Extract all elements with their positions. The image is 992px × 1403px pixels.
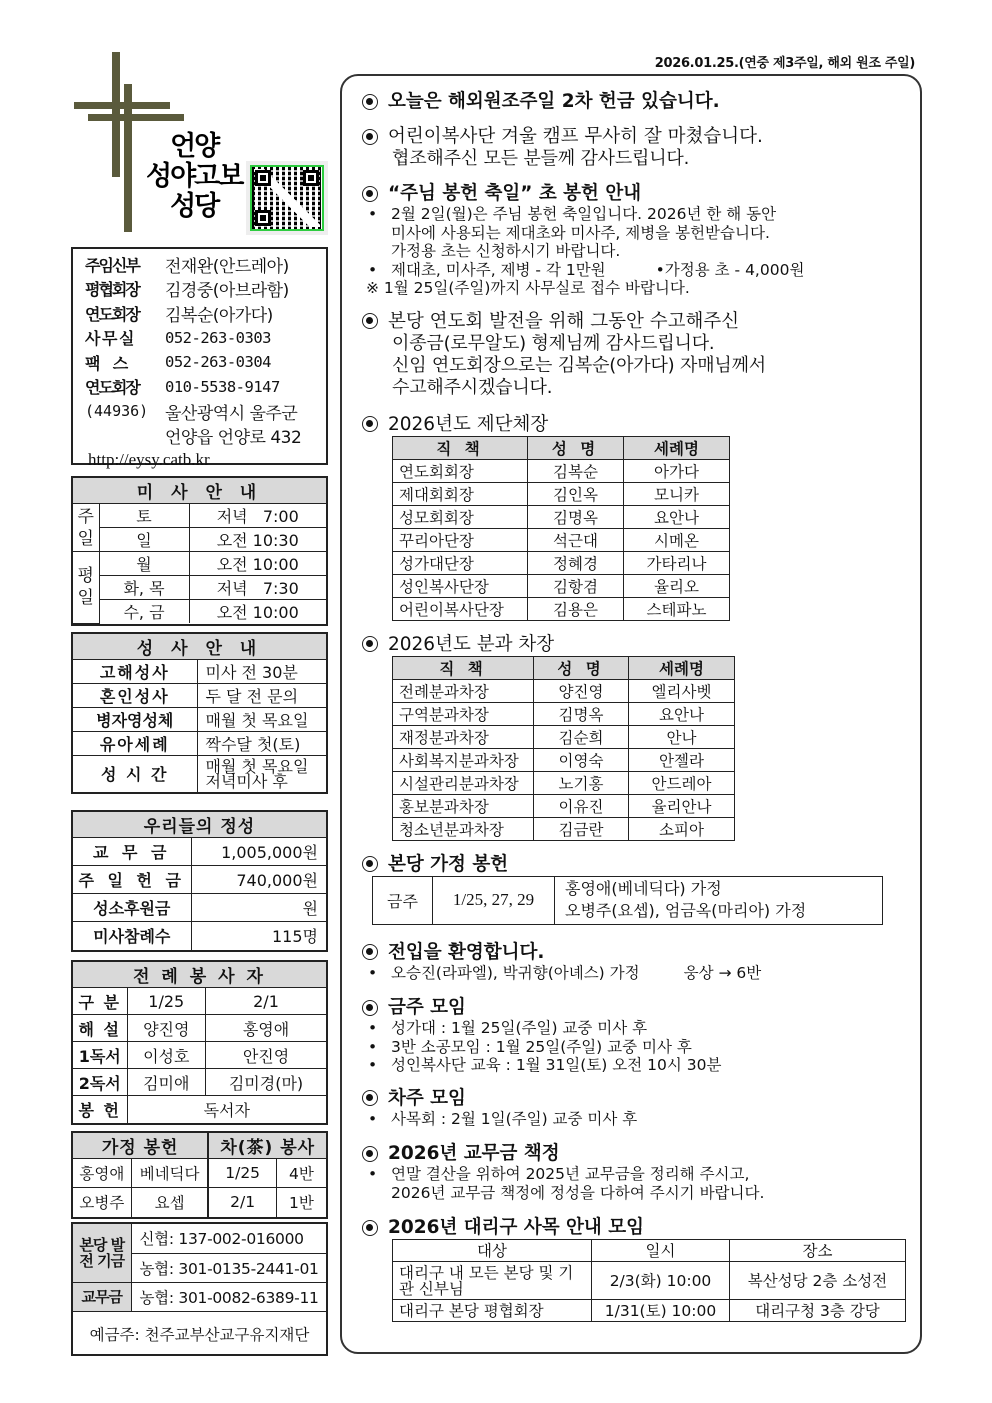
notice-item: 2026년도 제단체장 직 책 성 명 세례명 연도회회장 김복순 아가다 제대회회장 김인옥 모니카 성모회회장 김명옥 요안나 꾸리아단장 석근대 시메온 성가대단장 정혜경 가타리나 성인복사단장 김항겸 율리오 어린이복사단장 김용은 스테파노 (362, 413, 920, 621)
notice-item: 2026년 대리구 사목 안내 모임 대상 일시 장소 대리구 내 모든 본당 및 기관 신부님 2/3(화) 10:00 복산성당 2층 소성전 대리구 본당 평협회장 1/31(토) 10:00 대리구청 3층 강당 (362, 1216, 920, 1322)
section-title: 가정 봉헌 (73, 1133, 208, 1159)
family-offering-table: 금주 1/25, 27, 29 홍영애(베네딕다) 가정 오병주(요셉), 엄금옥(마리아) 가정 (372, 876, 883, 925)
radio-bullet-icon (362, 416, 378, 432)
radio-bullet-icon (362, 313, 378, 329)
offerings-summary: 우리들의 정성 교 무 금 1,005,000원 주 일 헌 금 740,000원 성소후원금 원 미사참례수 115명 (71, 810, 328, 952)
table-row: 재정분과차장 김순희 안나 (393, 725, 735, 748)
radio-bullet-icon (362, 944, 378, 960)
address-line2: 언양읍 언양로 432 (165, 428, 302, 449)
website-link[interactable]: http://eysy.catb.kr (88, 450, 210, 469)
table-row: 성인복사단장 김항겸 율리오 (393, 574, 730, 597)
notice-item: 2026년 교무금 책정 • 연말 결산을 위하여 2025년 교무금을 정리해 주시고, 2026년 교무금 책정에 정성을 다하여 주시기 바랍니다. (362, 1142, 920, 1202)
bank-accounts (71, 1222, 328, 1356)
qr-code-icon[interactable] (246, 161, 328, 235)
parish-logo (74, 52, 334, 242)
table-row: 구역분과차장 김명옥 요안나 (393, 702, 735, 725)
table-row: 대리구 내 모든 본당 및 기관 신부님 2/3(화) 10:00 복산성당 2층 소성전 (393, 1262, 906, 1300)
table-row: 어린이복사단장 김용은 스테파노 (393, 597, 730, 620)
radio-bullet-icon (362, 1090, 378, 1106)
notice-item: 어린이복사단 겨울 캠프 무사히 잘 마쳤습니다. 협조해주신 모든 분들께 감사드립니다. (362, 125, 920, 170)
section-title: 우리들의 정성 (73, 812, 326, 838)
bank-account[interactable]: 농협: 301-0135-2441-01 (131, 1253, 326, 1282)
leaders-table: 직 책 성 명 세례명 연도회회장 김복순 아가다 제대회회장 김인옥 모니카 성모회회장 김명옥 요안나 꾸리아단장 석근대 시메온 성가대단장 정혜경 가타리나 성인복사단장 김항겸 율리오 어린이복사단장 김용은 스테파노 (392, 436, 730, 621)
notice-item: 본당 연도회 발전을 위해 그동안 수고해주신 이종금(로무알도) 형제님께 감사드립니다. 신임 연도회장으로는 김복순(아가다) 자매님께서 수고해주시겠습니다. (362, 310, 920, 399)
mass-schedule: 미 사 안 내 주일 토 저녁 7:00 일 오전 10:30 평일 월 오전 10:00 화, 목 저녁 7:30 수, 금 오전 10:00 (71, 476, 328, 626)
bank-account[interactable]: 농협: 301-0082-6389-11 (131, 1282, 326, 1311)
address: (44936) 울산광역시 울주군 (85, 402, 298, 424)
office-phone: 사 무 실 052-263-0303 (85, 328, 271, 349)
notices-panel (340, 74, 922, 1354)
radio-bullet-icon (362, 1000, 378, 1016)
group-label: 평일 (73, 552, 99, 624)
notice-item: 본당 가정 봉헌 금주 1/25, 27, 29 홍영애(베네딕다) 가정 오병주(요셉), 엄금옥(마리아) 가정 (362, 853, 920, 925)
radio-bullet-icon (362, 129, 378, 145)
section-title: 성 사 안 내 (73, 634, 326, 660)
radio-bullet-icon (362, 856, 378, 872)
table-row: 연도회회장 김복순 아가다 (393, 459, 730, 482)
table-row: 시설관리분과차장 노기홍 안드레아 (393, 771, 735, 794)
parish-info-box (71, 247, 328, 469)
bulletin-date: 2026.01.25.(연중 제3주일, 해외 원조 주일) (654, 56, 915, 71)
radio-bullet-icon (362, 1220, 378, 1236)
tithe-label: 교무금 (73, 1282, 131, 1311)
group-label: 주일 (73, 504, 99, 552)
notice-item: 전입을 환영합니다. • 오승진(라파엘), 박귀향(아녜스) 가정 웅상 → 6반 (362, 941, 920, 983)
family-tea-service: 가정 봉헌 차(茶) 봉사 홍영애 베네딕다 1/25 4반 오병주 요셉 2/1 1반 (71, 1131, 328, 1219)
notice-item: 2026년도 분과 차장 직 책 성 명 세례명 전례분과차장 양진영 엘리사벳 구역분과차장 김명옥 요안나 재정분과차장 김순희 안나 사회복지분과차장 이영숙 안젤라 시설관리분과차장 노기홍 안드레아 홍보분과차장 이유진 율리안나 청소년분과차장 김금란 소피아 (362, 633, 920, 841)
section-title: 미 사 안 내 (73, 478, 326, 504)
meeting-table: 대상 일시 장소 대리구 내 모든 본당 및 기관 신부님 2/3(화) 10:00 복산성당 2층 소성전 대리구 본당 평협회장 1/31(토) 10:00 대리구청 3층 강당 (392, 1239, 906, 1322)
table-row: 제대회회장 김인옥 모니카 (393, 482, 730, 505)
notice-item: 오늘은 해외원조주일 2차 헌금 있습니다. (362, 90, 920, 113)
table-row: 사회복지분과차장 이영숙 안젤라 (393, 748, 735, 771)
sacraments-info: 성 사 안 내 고해성사 미사 전 30분 혼인성사 두 달 전 문의 병자영성체 매월 첫 목요일 유아세례 짝수달 첫(토) 성 시 간 매월 첫 목요일 저녁미사 후 (71, 632, 328, 794)
parish-name: 언양 성야고보 성당 (146, 131, 243, 222)
notice-item: “주님 봉헌 축일” 초 봉헌 안내 • 2월 2일(월)은 주님 봉헌 축일입니다. 2026년 한 해 동안 미사에 사용되는 제대초와 미사주, 제병을 봉헌받습니다. 가정용 초는 신청하시기 바랍니다. • 제대초, 미사주, 제병 - 각 1만원 •가정용 초 - 4,000원 ※ 1월 25일(주일)까지 사무실로 접수 바랍니다. (362, 182, 920, 298)
radio-bullet-icon (362, 94, 378, 110)
info-row: 주임신부 전재완(안드레아) (85, 255, 289, 277)
table-row: 대리구 본당 평협회장 1/31(토) 10:00 대리구청 3층 강당 (393, 1300, 906, 1322)
table-row: 꾸리아단장 석근대 시메온 (393, 528, 730, 551)
dev-fund-label: 본당 발전 기금 (73, 1224, 131, 1282)
table-row: 성가대단장 정혜경 가타리나 (393, 551, 730, 574)
notice-item: 차주 모임 • 사목회 : 2월 1일(주일) 교중 미사 후 (362, 1087, 920, 1129)
notice-item: 금주 모임 • 성가대 : 1월 25일(주일) 교중 미사 후 • 3반 소공모임 : 1월 25일(주일) 교중 미사 후 • 성인복사단 교육 : 1월 31일(토) 오전 10시 30분 (362, 996, 920, 1075)
radio-bullet-icon (362, 186, 378, 202)
bank-account[interactable]: 신협: 137-002-016000 (131, 1224, 326, 1253)
info-row: 평협회장 김경중(아브라함) (85, 280, 289, 302)
liturgy-servers: 전 례 봉 사 자 구 분 1/25 2/1 해 설 양진영 홍영애 1독서 이성호 안진영 2독서 김미애 김미경(마) 봉 헌 독서자 (71, 960, 328, 1125)
fax-number: 팩 스 052-263-0304 (85, 353, 271, 373)
table-row: 성모회회장 김명옥 요안나 (393, 505, 730, 528)
account-owner: 예금주: 천주교부산교구유지재단 (73, 1311, 326, 1357)
section-title: 전 례 봉 사 자 (73, 962, 326, 988)
table-row: 홍보분과차장 이유진 율리안나 (393, 794, 735, 817)
radio-bullet-icon (362, 636, 378, 652)
info-row: 연도회장 김복순(아가다) (85, 304, 273, 326)
mobile-phone: 연도회장 010-5538-9147 (85, 377, 280, 398)
deputies-table: 직 책 성 명 세례명 전례분과차장 양진영 엘리사벳 구역분과차장 김명옥 요안나 재정분과차장 김순희 안나 사회복지분과차장 이영숙 안젤라 시설관리분과차장 노기홍 안드레아 홍보분과차장 이유진 율리안나 청소년분과차장 김금란 소피아 (392, 656, 735, 841)
table-row: 전례분과차장 양진영 엘리사벳 (393, 679, 735, 702)
section-title: 차(茶) 봉사 (208, 1133, 326, 1159)
radio-bullet-icon (362, 1146, 378, 1162)
table-row: 청소년분과차장 김금란 소피아 (393, 817, 735, 840)
